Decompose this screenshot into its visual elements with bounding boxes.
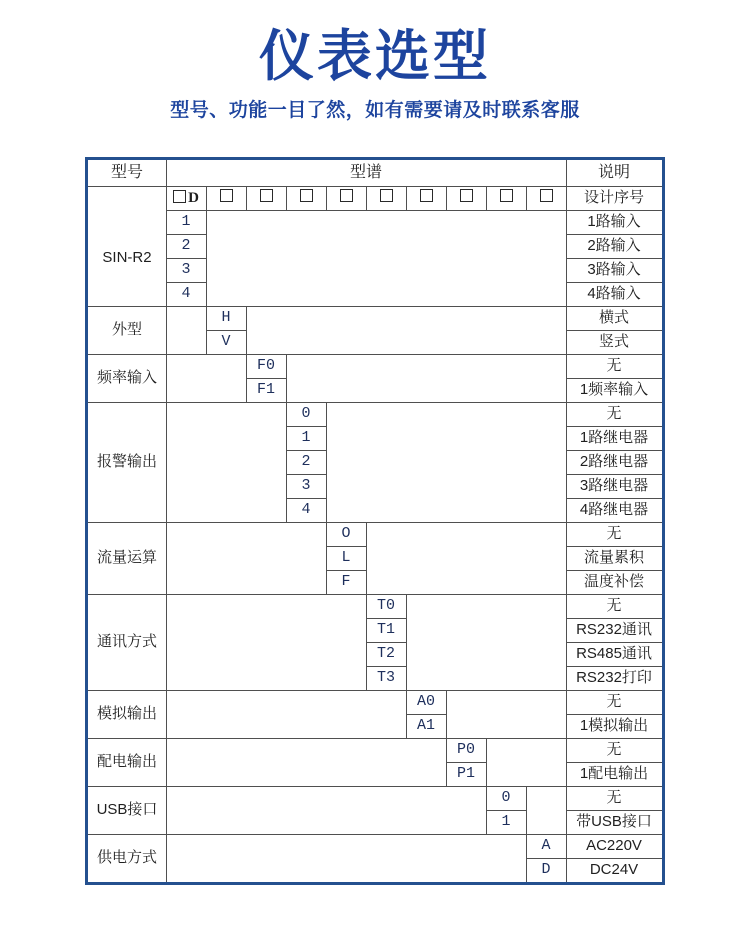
design-serial-letter: D bbox=[188, 190, 199, 206]
checkbox-icon bbox=[540, 189, 553, 202]
checkbox-icon bbox=[340, 189, 353, 202]
option-desc-cell: 4路输入 bbox=[587, 285, 641, 302]
option-code-cell: F1 bbox=[256, 381, 275, 398]
option-code-cell: P1 bbox=[456, 765, 475, 782]
design-code-cell bbox=[406, 186, 446, 210]
option-desc-cell: RS485通讯 bbox=[576, 645, 652, 662]
grid-line bbox=[446, 690, 447, 738]
model-selection-table bbox=[85, 157, 665, 885]
option-code-cell: P0 bbox=[456, 741, 475, 758]
grid-line bbox=[326, 402, 327, 522]
grid-line bbox=[246, 306, 247, 354]
table-header-description: 说明 bbox=[597, 164, 630, 181]
option-code-cell: 1 bbox=[501, 813, 511, 830]
option-code-cell: 4 bbox=[301, 501, 311, 518]
option-desc-cell: 1路继电器 bbox=[579, 429, 649, 446]
group-label-cell: USB接口 bbox=[96, 801, 158, 818]
page-subtitle: 型号、功能一目了然，如有需要请及时联系客服 bbox=[170, 100, 580, 121]
design-code-cell bbox=[206, 186, 246, 210]
group-label-cell: SIN-R2 bbox=[102, 249, 152, 266]
option-desc-cell: 2路输入 bbox=[587, 237, 641, 254]
group-label-cell: 供电方式 bbox=[96, 849, 157, 866]
table-header-model: 型号 bbox=[110, 164, 143, 181]
option-code-cell: A bbox=[541, 837, 551, 854]
option-code-cell: 3 bbox=[301, 477, 311, 494]
group-label-cell: 通讯方式 bbox=[96, 633, 157, 650]
design-code-cell bbox=[526, 186, 566, 210]
option-desc-cell: 1配电输出 bbox=[579, 765, 649, 782]
option-desc-cell: 4路继电器 bbox=[579, 501, 649, 518]
option-code-cell: 2 bbox=[301, 453, 311, 470]
option-desc-cell: 竖式 bbox=[598, 333, 629, 350]
grid-line bbox=[406, 594, 407, 690]
option-code-cell: F bbox=[341, 573, 351, 590]
option-code-cell: 1 bbox=[181, 213, 191, 230]
option-code-cell: 3 bbox=[181, 261, 191, 278]
option-code-cell: 0 bbox=[501, 789, 511, 806]
option-code-cell: T2 bbox=[376, 645, 395, 662]
checkbox-icon bbox=[500, 189, 513, 202]
option-desc-cell: 横式 bbox=[598, 309, 629, 326]
option-code-cell: L bbox=[341, 549, 351, 566]
option-desc-cell: AC220V bbox=[586, 837, 642, 854]
option-desc-cell: 无 bbox=[606, 741, 622, 758]
checkbox-icon bbox=[420, 189, 433, 202]
design-code-cell bbox=[326, 186, 366, 210]
option-desc-cell: 温度补偿 bbox=[583, 573, 644, 590]
option-code-cell: A1 bbox=[416, 717, 435, 734]
grid-line bbox=[526, 786, 527, 834]
option-code-cell: A0 bbox=[416, 693, 435, 710]
group-label-cell: 频率输入 bbox=[96, 369, 157, 386]
option-desc-cell: 1频率输入 bbox=[579, 381, 649, 398]
option-code-cell: D bbox=[541, 861, 551, 878]
option-desc-cell: 1模拟输出 bbox=[579, 717, 649, 734]
option-code-cell: T3 bbox=[376, 669, 395, 686]
option-code-cell: H bbox=[221, 309, 231, 326]
design-code-cell bbox=[446, 186, 486, 210]
design-code-cell bbox=[286, 186, 326, 210]
table-header-spectrum: 型谱 bbox=[349, 164, 382, 181]
grid-line bbox=[286, 354, 287, 402]
option-desc-cell: 无 bbox=[606, 525, 622, 542]
option-desc-cell: 无 bbox=[606, 693, 622, 710]
checkbox-icon bbox=[173, 190, 186, 203]
checkbox-icon bbox=[220, 189, 233, 202]
option-code-cell: 1 bbox=[301, 429, 311, 446]
design-desc-cell: 设计序号 bbox=[583, 189, 644, 206]
grid-line bbox=[206, 210, 207, 306]
page-title: 仪表选型 bbox=[258, 25, 491, 87]
option-desc-cell: 1路输入 bbox=[587, 213, 641, 230]
grid-line bbox=[486, 738, 487, 786]
option-desc-cell: 3路输入 bbox=[587, 261, 641, 278]
option-desc-cell: 无 bbox=[606, 405, 622, 422]
option-desc-cell: 无 bbox=[606, 357, 622, 374]
option-desc-cell: 无 bbox=[606, 789, 622, 806]
option-desc-cell: 无 bbox=[606, 597, 622, 614]
group-label-cell: 外型 bbox=[111, 321, 142, 338]
group-label-cell: 模拟输出 bbox=[96, 705, 157, 722]
option-desc-cell: DC24V bbox=[589, 861, 639, 878]
option-desc-cell: RS232打印 bbox=[576, 669, 652, 686]
option-code-cell: 2 bbox=[181, 237, 191, 254]
checkbox-icon bbox=[260, 189, 273, 202]
group-label-cell: 报警输出 bbox=[96, 453, 157, 470]
design-code-cell bbox=[366, 186, 406, 210]
design-code-cell bbox=[486, 186, 526, 210]
option-desc-cell: 流量累积 bbox=[583, 549, 644, 566]
option-code-cell: F0 bbox=[256, 357, 275, 374]
option-code-cell: T1 bbox=[376, 621, 395, 638]
option-desc-cell: 2路继电器 bbox=[579, 453, 649, 470]
group-label-cell: 流量运算 bbox=[96, 549, 157, 566]
option-code-cell: V bbox=[221, 333, 231, 350]
option-desc-cell: RS232通讯 bbox=[576, 621, 652, 638]
checkbox-icon bbox=[300, 189, 313, 202]
checkbox-icon bbox=[380, 189, 393, 202]
option-code-cell: T0 bbox=[376, 597, 395, 614]
option-code-cell: O bbox=[341, 525, 351, 542]
group-label-cell: 配电输出 bbox=[96, 753, 157, 770]
grid-line bbox=[366, 522, 367, 594]
checkbox-icon bbox=[460, 189, 473, 202]
option-desc-cell: 带USB接口 bbox=[576, 813, 652, 830]
design-code-cell bbox=[246, 186, 286, 210]
option-code-cell: 0 bbox=[301, 405, 311, 422]
option-desc-cell: 3路继电器 bbox=[579, 477, 649, 494]
design-code-cell-first bbox=[166, 186, 206, 210]
option-code-cell: 4 bbox=[181, 285, 191, 302]
